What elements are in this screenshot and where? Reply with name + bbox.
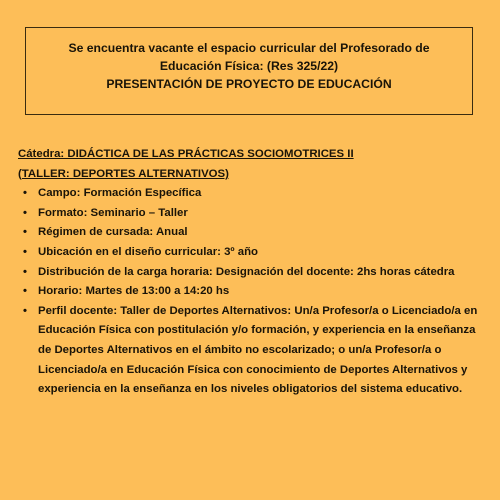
header-line-3: PRESENTACIÓN DE PROYECTO DE EDUCACIÓN: [106, 77, 392, 91]
list-item-text: Régimen de cursada: Anual: [38, 226, 188, 239]
list-item-text: Campo: Formación Específica: [38, 187, 202, 200]
header-line-1: Se encuentra vacante el espacio curricular del Profesorado de: [68, 41, 430, 55]
catedra-title-line-1: Cátedra: DIDÁCTICA DE LAS PRÁCTICAS SOCIOMOTRICES II: [18, 148, 354, 160]
list-item-regimen: [18, 223, 488, 243]
bullet-icon: •: [23, 206, 27, 219]
list-item-ubicacion: [18, 243, 488, 263]
catedra-title-line-2: (TALLER: DEPORTES ALTERNATIVOS): [18, 167, 229, 180]
list-item-text: Horario: Martes de 13:00 a 14:20 hs: [38, 285, 230, 298]
list-item-distribucion: [18, 263, 488, 283]
vacancy-details: [18, 145, 488, 400]
list-item-text: Ubicación en el diseño curricular: 3º año: [38, 245, 259, 258]
bullet-icon: •: [23, 245, 27, 258]
details-list: [18, 184, 488, 400]
bullet-icon: •: [23, 226, 27, 239]
list-item-text: Formato: Seminario – Taller: [38, 206, 188, 219]
list-item-horario: [18, 282, 488, 302]
list-item-text: Perfil docente: Taller de Deportes Alternativos: Un/a Profesor/a o Licenciado/a en Educación Física con postitulación y/o formación, y experiencia en la enseñanza de Deportes Alternativos en el ámbito no escolarizado; o un/a Profesor/a o Licenciado/a en Educación Física con conocimiento de Deportes Alternativos y experiencia en la enseñanza en los niveles obligatorios del sistema educativo.: [38, 304, 478, 396]
header-line-2: Educación Física: (Res 325/22): [159, 59, 339, 73]
announcement-header-box: [25, 27, 473, 115]
list-item-text: Distribución de la carga horaria: Designación del docente: 2hs horas cátedra: [38, 265, 455, 278]
bullet-icon: •: [23, 285, 27, 298]
list-item-formato: [18, 204, 488, 224]
list-item-campo: [18, 184, 488, 204]
list-item-perfil: [18, 302, 488, 400]
bullet-icon: •: [23, 304, 27, 317]
bullet-icon: •: [23, 265, 27, 278]
bullet-icon: •: [23, 187, 27, 200]
